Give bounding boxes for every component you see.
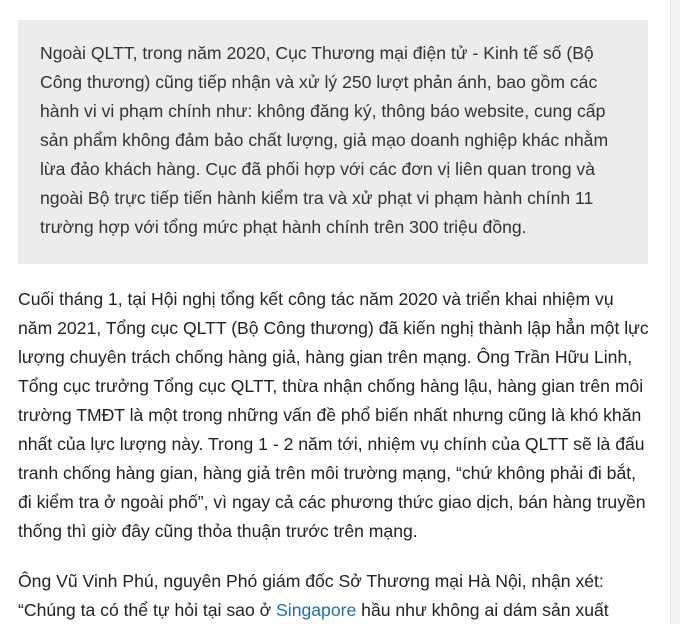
paragraph-2-text-after-link: hầu như không ai dám sản xuất <box>356 600 609 620</box>
highlight-box <box>18 20 648 264</box>
paragraph-2-text-before-link: Ông Vũ Vinh Phú, nguyên Phó giám đốc Sở Thương mại Hà Nội, nhận xét: “Chúng ta có thể tự hỏi tại sao ở <box>18 571 604 620</box>
article-paragraph-1: Cuối tháng 1, tại Hội nghị tổng kết công tác năm 2020 và triển khai nhiệm vụ năm 2021, Tổng cục QLTT (Bộ Công thương) đã kiến nghị thành lập hẳn một lực lượng chuyên trách chống hàng giả, hàng gian trên mạng. Ông Trần Hữu Linh, Tổng cục trưởng Tổng cục QLTT, thừa nhận chống hàng lậu, hàng gian trên môi trường TMĐT là một trong những vấn đề phổ biến nhất nhưng cũng là khó khăn nhất của lực lượng này. Trong 1 - 2 năm tới, nhiệm vụ chính của QLTT sẽ là đấu tranh chống hàng gian, hàng giả trên môi trường mạng, “chứ không phải đi bắt, đi kiểm tra ở ngoài phố”, vì ngay cả các phương thức giao dịch, bán hàng truyền thống thì giờ đây cũng thỏa thuận trước trên mạng. <box>18 289 649 541</box>
page-scrollbar[interactable] <box>670 0 680 624</box>
article-paragraph-2 <box>18 567 650 624</box>
highlight-box-text: Ngoài QLTT, trong năm 2020, Cục Thương mại điện tử - Kinh tế số (Bộ Công thương) cũng tiếp nhận và xử lý 250 lượt phản ánh, bao gồm các hành vi vi phạm chính như: không đăng ký, thông báo website, cung cấp sản phẩm không đảm bảo chất lượng, giả mạo doanh nghiệp khác nhằm lừa đảo khách hàng. Cục đã phối hợp với các đơn vị liên quan trong và ngoài Bộ trực tiếp tiến hành kiểm tra và xử phạt vi phạm hành chính 11 trường hợp với tổng mức phạt hành chính trên 300 triệu đồng. <box>40 43 609 237</box>
singapore-link[interactable]: Singapore <box>276 600 357 620</box>
